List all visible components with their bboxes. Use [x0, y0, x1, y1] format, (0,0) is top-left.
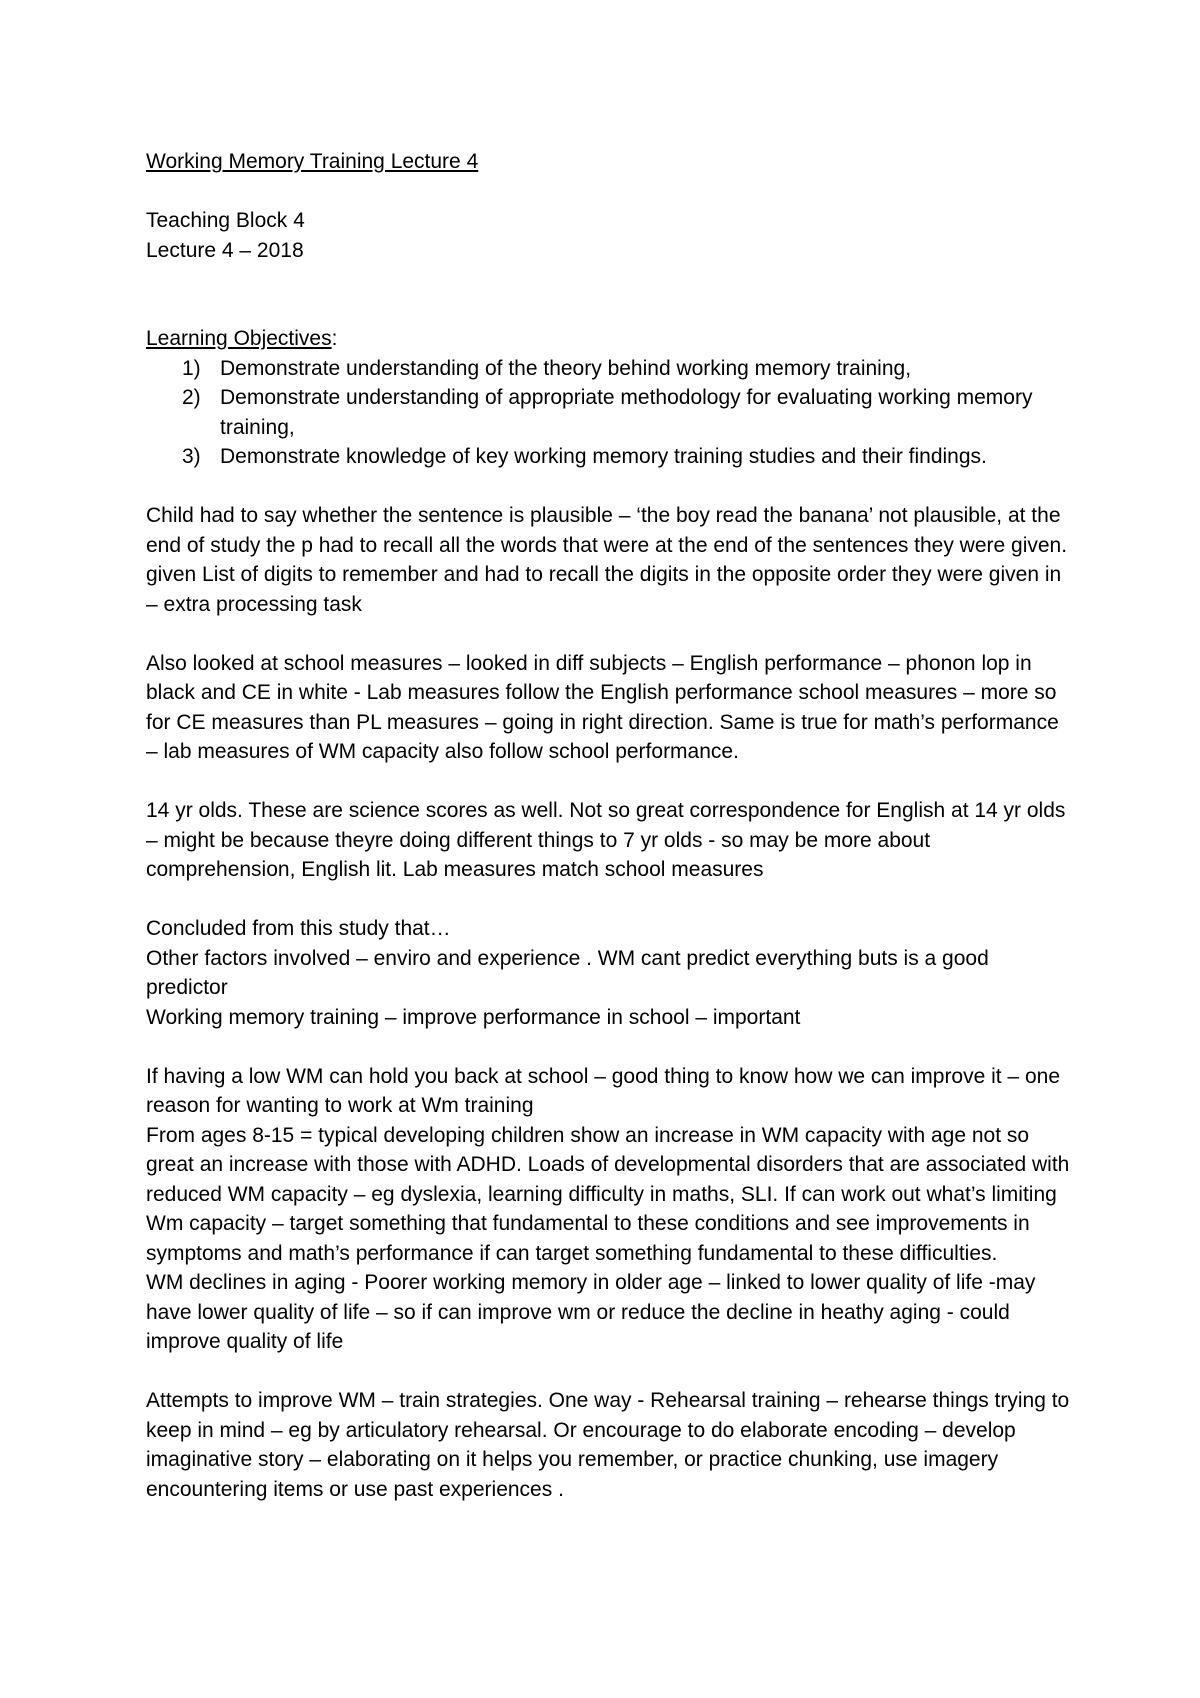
objectives-heading	[146, 324, 1076, 354]
list-item-number: 1)	[182, 356, 201, 380]
paragraph-school-measures: Also looked at school measures – looked in diff subjects – English performance – phonon lop in black and CE in white - Lab measures follow the English performance school measures – more so for CE measures than PL measures – going in right direction. Same is true for math’s performance – lab measures of WM capacity also follow school performance.	[146, 651, 1059, 763]
paragraph-plausibility-task: Child had to say whether the sentence is plausible – ‘the boy read the banana’ not plausible, at the end of study the p had to recall all the words that were at the end of the sentences they were given. given List of digits to remember and had to recall the digits in the opposite order they were given in – extra processing task	[146, 504, 1068, 616]
spacer	[146, 265, 1076, 324]
spacer	[146, 1357, 1076, 1387]
paragraph-ages-8-15: From ages 8-15 = typical developing children show an increase in WM capacity with age not so great an increase with those with ADHD. Loads of developmental disorders that are associated with reduced WM capacity – eg dyslexia, learning difficulty in maths, SLI. If can work out what’s limiting Wm capacity – target something that fundamental to these conditions and see improvements in symptoms and math’s performance if can target something fundamental to these difficulties.	[146, 1123, 1070, 1265]
list-item-number: 2)	[182, 386, 201, 409]
objectives-heading-text: Learning Objectives	[146, 327, 332, 350]
paragraph-wm-aging: WM declines in aging - Poorer working memory in older age – linked to lower quality of life -may have lower quality of life – so if can improve wm or reduce the decline in heathy aging - could improve quality of life	[146, 1271, 1036, 1353]
paragraph-other-factors: Other factors involved – enviro and experience . WM cant predict everything buts is a good predictor	[146, 946, 989, 999]
spacer	[146, 619, 1076, 649]
list-item	[146, 442, 1076, 472]
spacer	[146, 1032, 1076, 1062]
objectives-heading-colon: :	[331, 327, 338, 350]
paragraph-14-yr-olds: 14 yr olds. These are science scores as well. Not so great correspondence for English at 14 yr olds – might be because theyre doing different things to 7 yr olds - so may be more about comprehension, English lit. Lab measures match school measures	[146, 799, 1066, 881]
lecture-info: Lecture 4 – 2018	[146, 238, 304, 262]
list-item-number: 3)	[182, 445, 201, 468]
list-item-text: Demonstrate understanding of the theory behind working memory training,	[220, 356, 912, 380]
list-item	[146, 383, 1076, 442]
teaching-block: Teaching Block 4	[146, 209, 305, 232]
list-item-text: Demonstrate knowledge of key working memory training studies and their findings.	[220, 445, 987, 468]
paragraph-attempts-improve: Attempts to improve WM – train strategies. One way - Rehearsal training – rehearse things trying to keep in mind – eg by articulatory rehearsal. Or encourage to do elaborate encoding – develop imaginative story – elaborating on it helps you remember, or practice chunking, use imagery encountering items or use past experiences .	[146, 1389, 1070, 1501]
spacer	[146, 767, 1076, 797]
spacer	[146, 177, 1076, 207]
objectives-list	[146, 354, 1076, 472]
list-item	[146, 354, 1076, 384]
document-title: Working Memory Training Lecture 4	[146, 150, 479, 173]
paragraph-wm-training-school: Working memory training – improve performance in school – important	[146, 1005, 801, 1029]
list-item-text: Demonstrate understanding of appropriate methodology for evaluating working memory training,	[220, 386, 1033, 439]
paragraph-low-wm: If having a low WM can hold you back at school – good thing to know how we can improve it – one reason for wanting to work at Wm training	[146, 1064, 1061, 1117]
paragraph-concluded: Concluded from this study that…	[146, 917, 451, 940]
spacer	[146, 472, 1076, 502]
document-body	[146, 147, 1076, 1504]
spacer	[146, 885, 1076, 915]
